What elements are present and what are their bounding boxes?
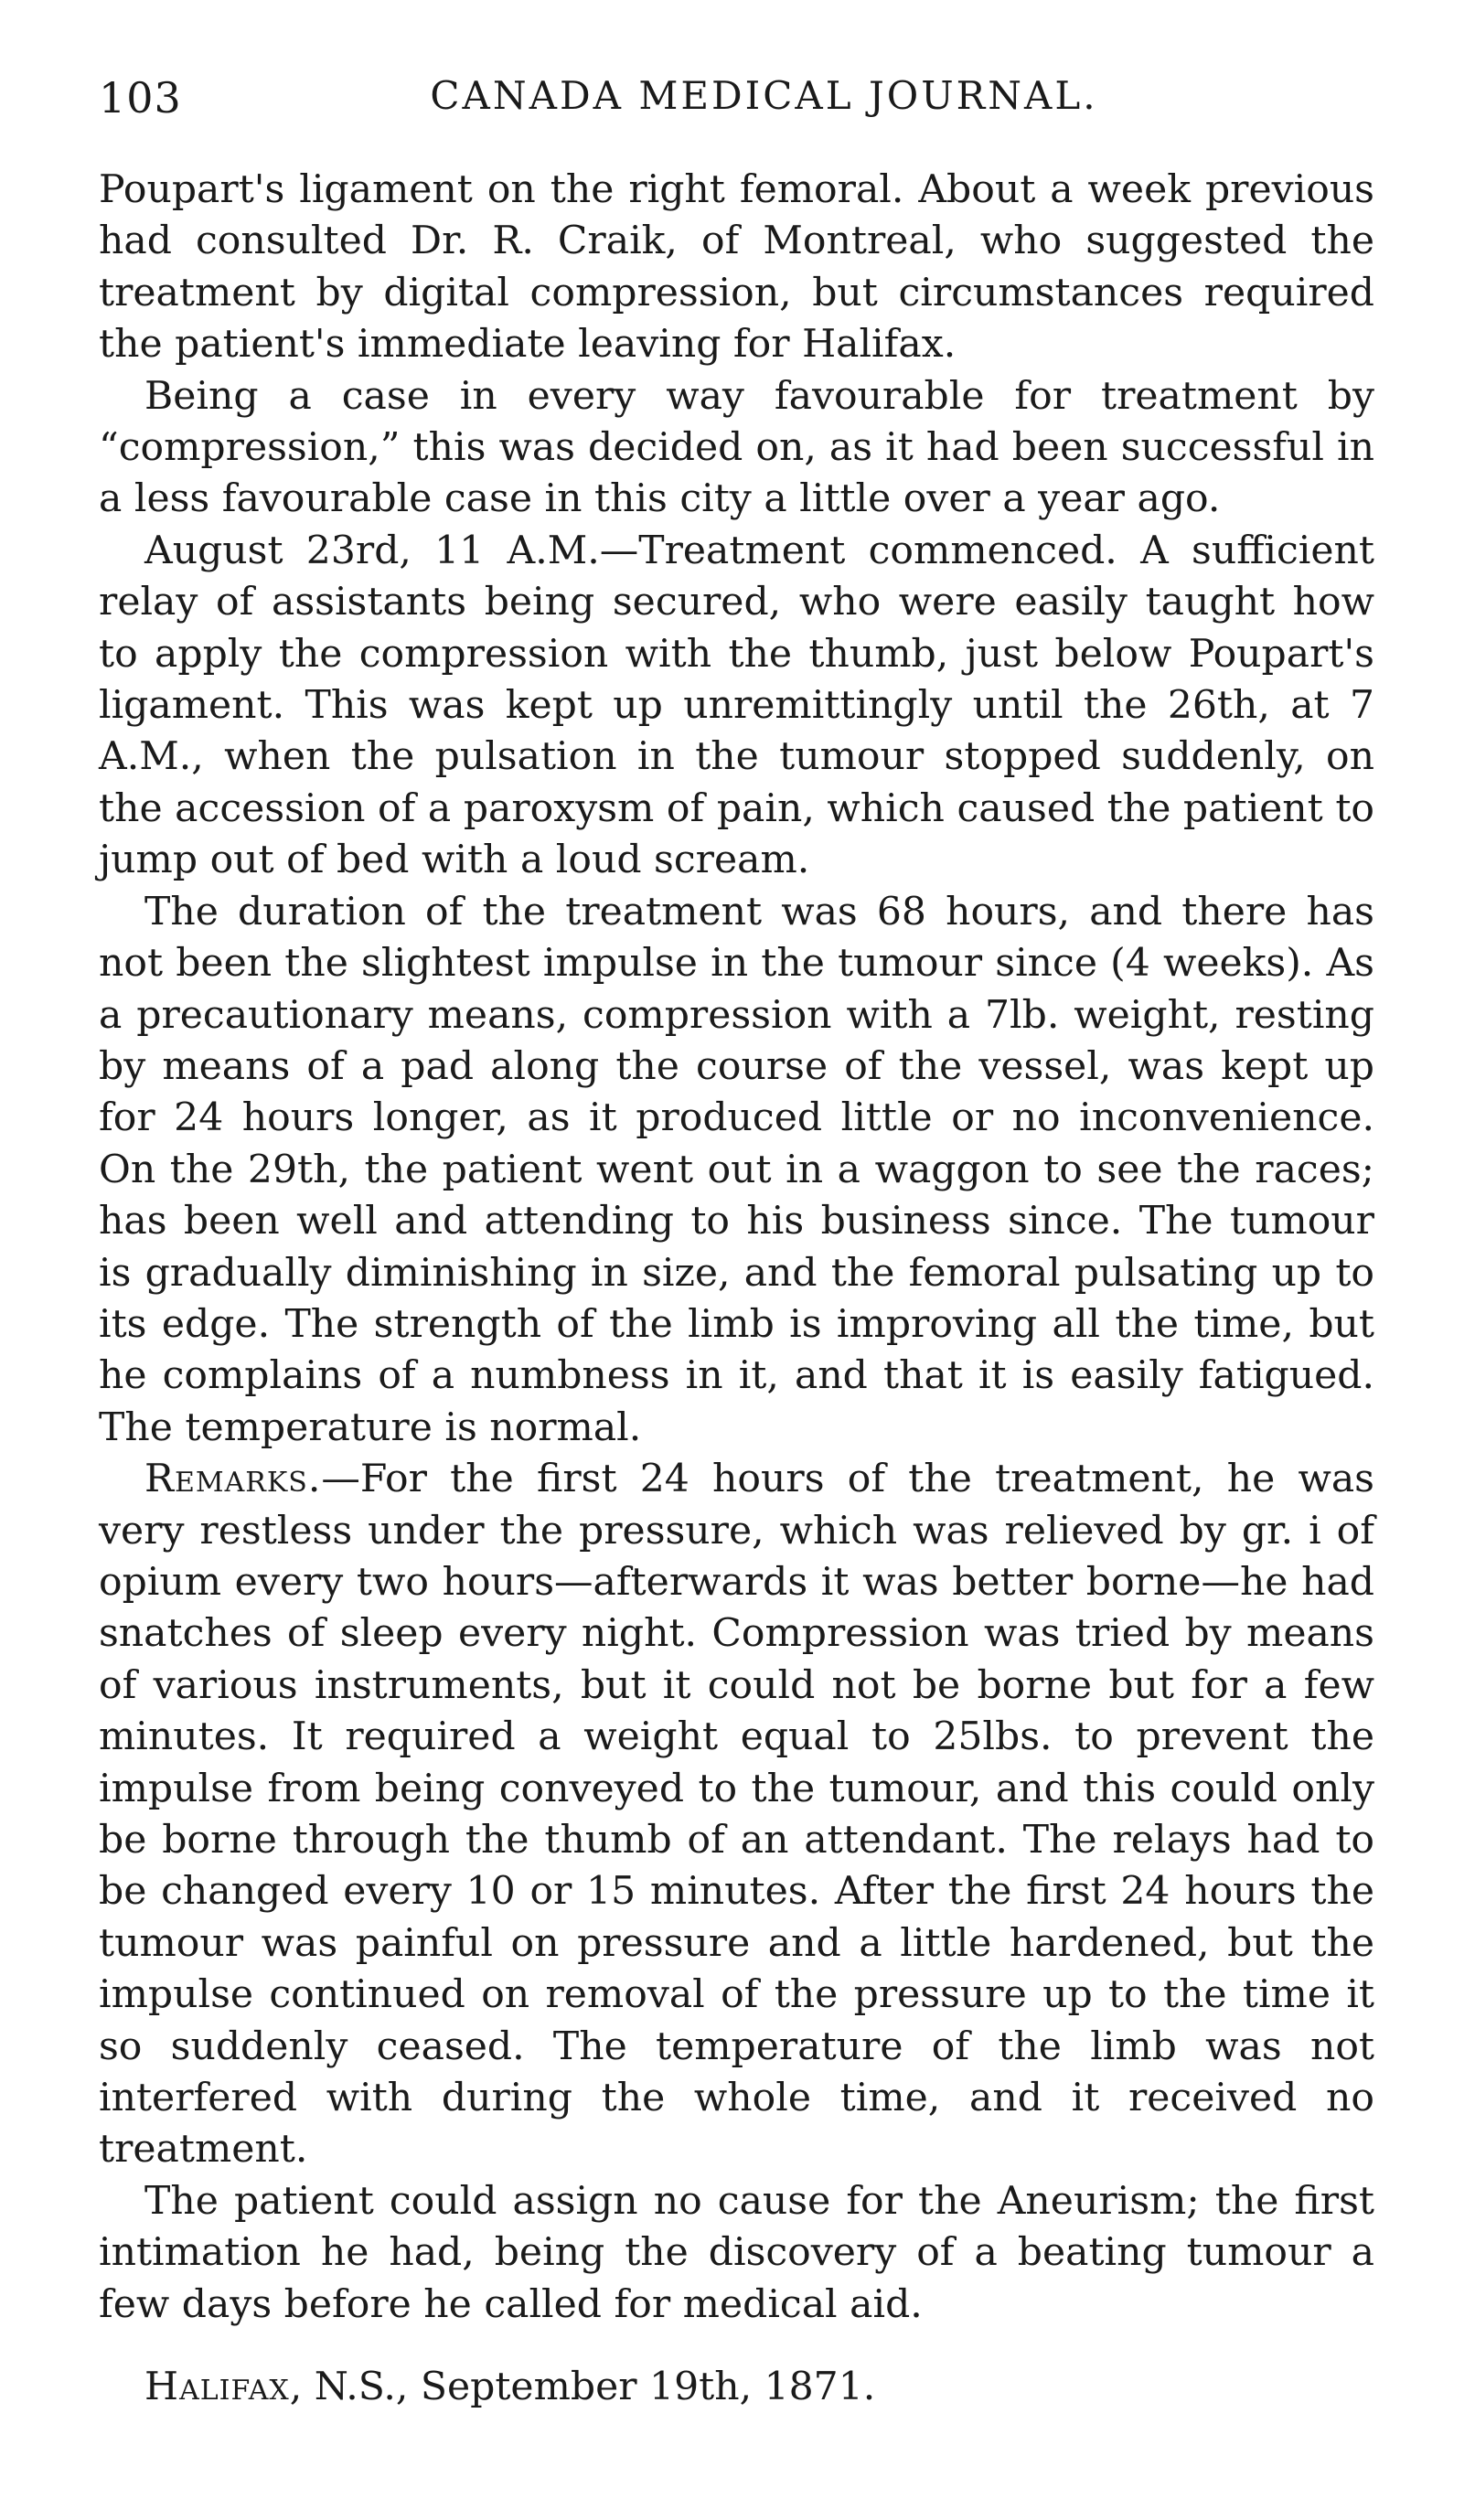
dateline-rest: , N.S., September 19th, 1871.: [289, 2365, 876, 2410]
remarks-lead: Remarks.: [144, 1457, 322, 1502]
paragraph: Being a case in every way favourable for treatment by “compression,” this was decided on, as it had been successful in a less favourable case in this city a little over a year ago.: [99, 373, 1374, 522]
remarks-text: —For the first 24 hours of the treatment, he was very restless under the pressure, which was relieved by gr. i of opium every two hours—afterwards it was better borne—he had snatches of sleep every night. Compression was tried by means of various instruments, but it could not be borne but for a few minutes. It required a weight equal to 25lbs. to prevent the impulse from being conveyed to the tumour, and this could only be borne through the thumb of an attendant. The relays had to be changed every 10 or 15 minutes. After the first 24 hours the tumour was painful on pressure and a little hardened, but the impulse continued on removal of the pressure up to the time it so suddenly ceased. The temperature of the limb was not interfered with during the whole time, and it received no treatment.: [99, 1457, 1374, 2173]
article-body: [99, 165, 1374, 2331]
paragraph: Poupart's ligament on the right femoral. About a week previous had consulted Dr. R. Craik, of Montreal, who suggested the treatment by digital compression, but circumstances required the patient's immediate leaving for Halifax.: [99, 167, 1374, 368]
paragraph: August 23rd, 11 A.M.—Treatment commenced. A sufficient relay of assistants being secured, who were easily taught how to apply the compression with the thumb, just below Poupart's ligament. This was kept up unremittingly until the 26th, at 7 A.M., when the pulsation in the tumour stopped suddenly, on the accession of a paroxysm of pain, which caused the patient to jump out of bed with a loud scream.: [99, 528, 1374, 883]
page-number: 103: [99, 73, 182, 123]
dateline-place: Halifax: [144, 2365, 290, 2410]
page-header: [99, 73, 1374, 165]
running-head: CANADA MEDICAL JOURNAL.: [430, 73, 1098, 118]
paragraph: The patient could assign no cause for the Aneurism; the first intimation he had, being the discovery of a beating tumour a few days before he called for medical aid.: [99, 2178, 1374, 2327]
dateline: [99, 2362, 1374, 2413]
remarks-paragraph: [99, 1454, 1374, 2176]
paragraph: The duration of the treatment was 68 hours, and there has not been the slightest impulse in the tumour since (4 weeks). As a precautionary means, compression with a 7lb. weight, resting by means of a pad along the course of the vessel, was kept up for 24 hours longer, as it produced little or no inconvenience. On the 29th, the patient went out in a waggon to see the races; has been well and attending to his business since. The tumour is gradually diminishing in size, and the femoral pulsating up to its edge. The strength of the limb is improving all the time, but he complains of a numbness in it, and that it is easily fatigued. The temperature is normal.: [99, 889, 1374, 1450]
